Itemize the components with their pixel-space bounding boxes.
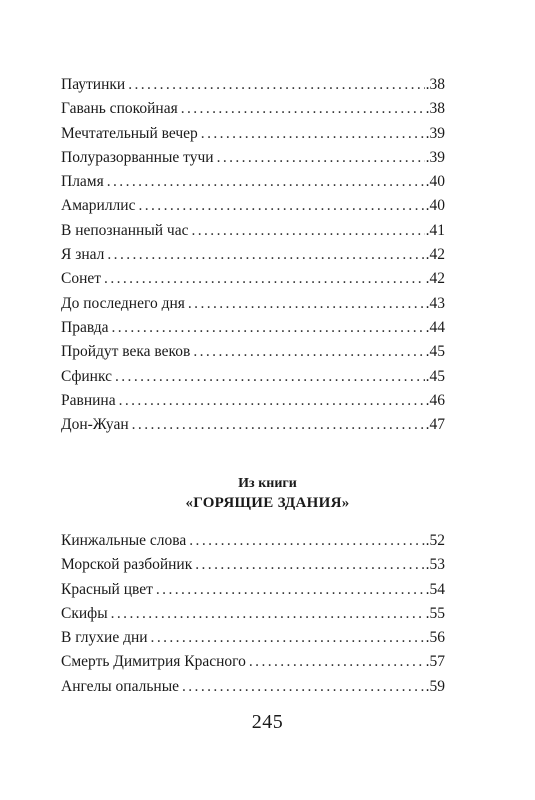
- toc-entry-title: Правда: [61, 318, 109, 336]
- dot-leader: [112, 316, 425, 340]
- toc-entry-page: .45: [425, 343, 445, 361]
- toc-entry-title: До последнего дня: [61, 294, 185, 312]
- toc-entry: [61, 340, 445, 364]
- toc-entry: [61, 267, 445, 291]
- toc-entry-title: Пройдут века веков: [61, 343, 191, 361]
- toc-entry-page: .55: [425, 604, 445, 622]
- toc-entry-page: .47: [425, 416, 445, 434]
- toc-entry-title: Ангелы опальные: [61, 677, 179, 695]
- toc-entry: [61, 602, 445, 626]
- toc-entry-page: .44: [425, 318, 445, 336]
- toc-entry: [61, 365, 445, 389]
- toc-entry-title: Пламя: [61, 173, 104, 191]
- toc-entry-page: .41: [425, 221, 445, 239]
- toc-entry: [61, 292, 445, 316]
- dot-leader: [188, 292, 425, 316]
- dot-leader: [107, 243, 424, 267]
- toc-entry: [61, 316, 445, 340]
- toc-entry-title: Скифы: [61, 604, 108, 622]
- toc-entry-title: Морской разбойник: [61, 556, 193, 574]
- toc-entry-title: Мечтательный вечер: [61, 124, 198, 142]
- dot-leader: [115, 365, 425, 389]
- toc-entry-page: .39: [425, 148, 445, 166]
- toc-entry-title: Полуразорванные тучи: [61, 148, 214, 166]
- toc-entry-title: Сонет: [61, 270, 102, 288]
- dot-leader: [195, 553, 424, 577]
- toc-entry: [61, 122, 445, 146]
- section-title: «ГОРЯЩИЕ ЗДАНИЯ»: [185, 495, 350, 511]
- toc-entry: [61, 73, 445, 97]
- page-number: 245: [251, 711, 284, 733]
- toc-entry-page: .39: [425, 124, 445, 142]
- toc-entry: [61, 389, 445, 413]
- toc-entry-page: .53: [425, 556, 445, 574]
- toc-entry-page: .38: [425, 76, 445, 93]
- dot-leader: [132, 413, 425, 437]
- toc-entry-page: .38: [425, 100, 445, 118]
- toc-entry-page: .59: [425, 677, 445, 695]
- toc-entry: [61, 413, 445, 437]
- dot-leader: [217, 146, 425, 170]
- toc-list-second: [61, 529, 445, 699]
- toc-entry-page: .52: [425, 532, 445, 549]
- toc-entry: [61, 97, 445, 121]
- toc-entry-page: .42: [425, 246, 445, 264]
- dot-leader: [193, 340, 424, 364]
- toc-entry-title: Красный цвет: [61, 580, 153, 598]
- toc-entry-page: .46: [425, 391, 445, 409]
- dot-leader: [249, 650, 425, 674]
- toc-entry-title: Смерть Димитрия Красного: [61, 653, 246, 671]
- toc-entry-title: Гавань спокойная: [61, 100, 178, 118]
- toc-entry: [61, 529, 445, 553]
- toc-entry: [61, 578, 445, 602]
- dot-leader: [128, 73, 424, 97]
- toc-entry: [61, 243, 445, 267]
- toc-entry: [61, 650, 445, 674]
- toc-entry: [61, 675, 445, 699]
- toc-entry: [61, 146, 445, 170]
- dot-leader: [111, 602, 425, 626]
- dot-leader: [119, 389, 425, 413]
- toc-entry-page: .43: [425, 294, 445, 312]
- toc-entry-page: .40: [425, 173, 445, 191]
- dot-leader: [201, 122, 425, 146]
- toc-entry-title: Паутинки: [61, 76, 126, 93]
- toc-entry: [61, 194, 445, 218]
- toc-entry-title: В глухие дни: [61, 629, 148, 647]
- toc-entry-title: Амариллис: [61, 197, 136, 215]
- toc-entry-page: .56: [425, 629, 445, 647]
- toc-entry-title: В непознанный час: [61, 221, 189, 239]
- toc-entry-page: .42: [425, 270, 445, 288]
- toc-entry: [61, 170, 445, 194]
- toc-entry-page: .54: [425, 580, 445, 598]
- toc-entry-title: Дон-Жуан: [61, 416, 129, 434]
- dot-leader: [138, 194, 424, 218]
- dot-leader: [151, 626, 425, 650]
- toc-entry-title: Сфинкс: [61, 367, 112, 385]
- section-pre-title: Из книги: [238, 476, 297, 491]
- dot-leader: [104, 267, 425, 291]
- toc-entry-title: Я знал: [61, 246, 105, 264]
- dot-leader: [189, 529, 424, 553]
- toc-entry: [61, 626, 445, 650]
- toc-entry-title: Кинжальные слова: [61, 532, 187, 549]
- toc-entry-page: .45: [425, 367, 445, 385]
- toc-entry: [61, 553, 445, 577]
- dot-leader: [181, 97, 425, 121]
- toc-list-first: [61, 73, 445, 437]
- dot-leader: [156, 578, 425, 602]
- toc-entry-page: .57: [425, 653, 445, 671]
- toc-entry-title: Равнина: [61, 391, 116, 409]
- toc-entry: [61, 219, 445, 243]
- dot-leader: [191, 219, 424, 243]
- toc-entry-page: .40: [425, 197, 445, 215]
- dot-leader: [182, 675, 425, 699]
- dot-leader: [107, 170, 425, 194]
